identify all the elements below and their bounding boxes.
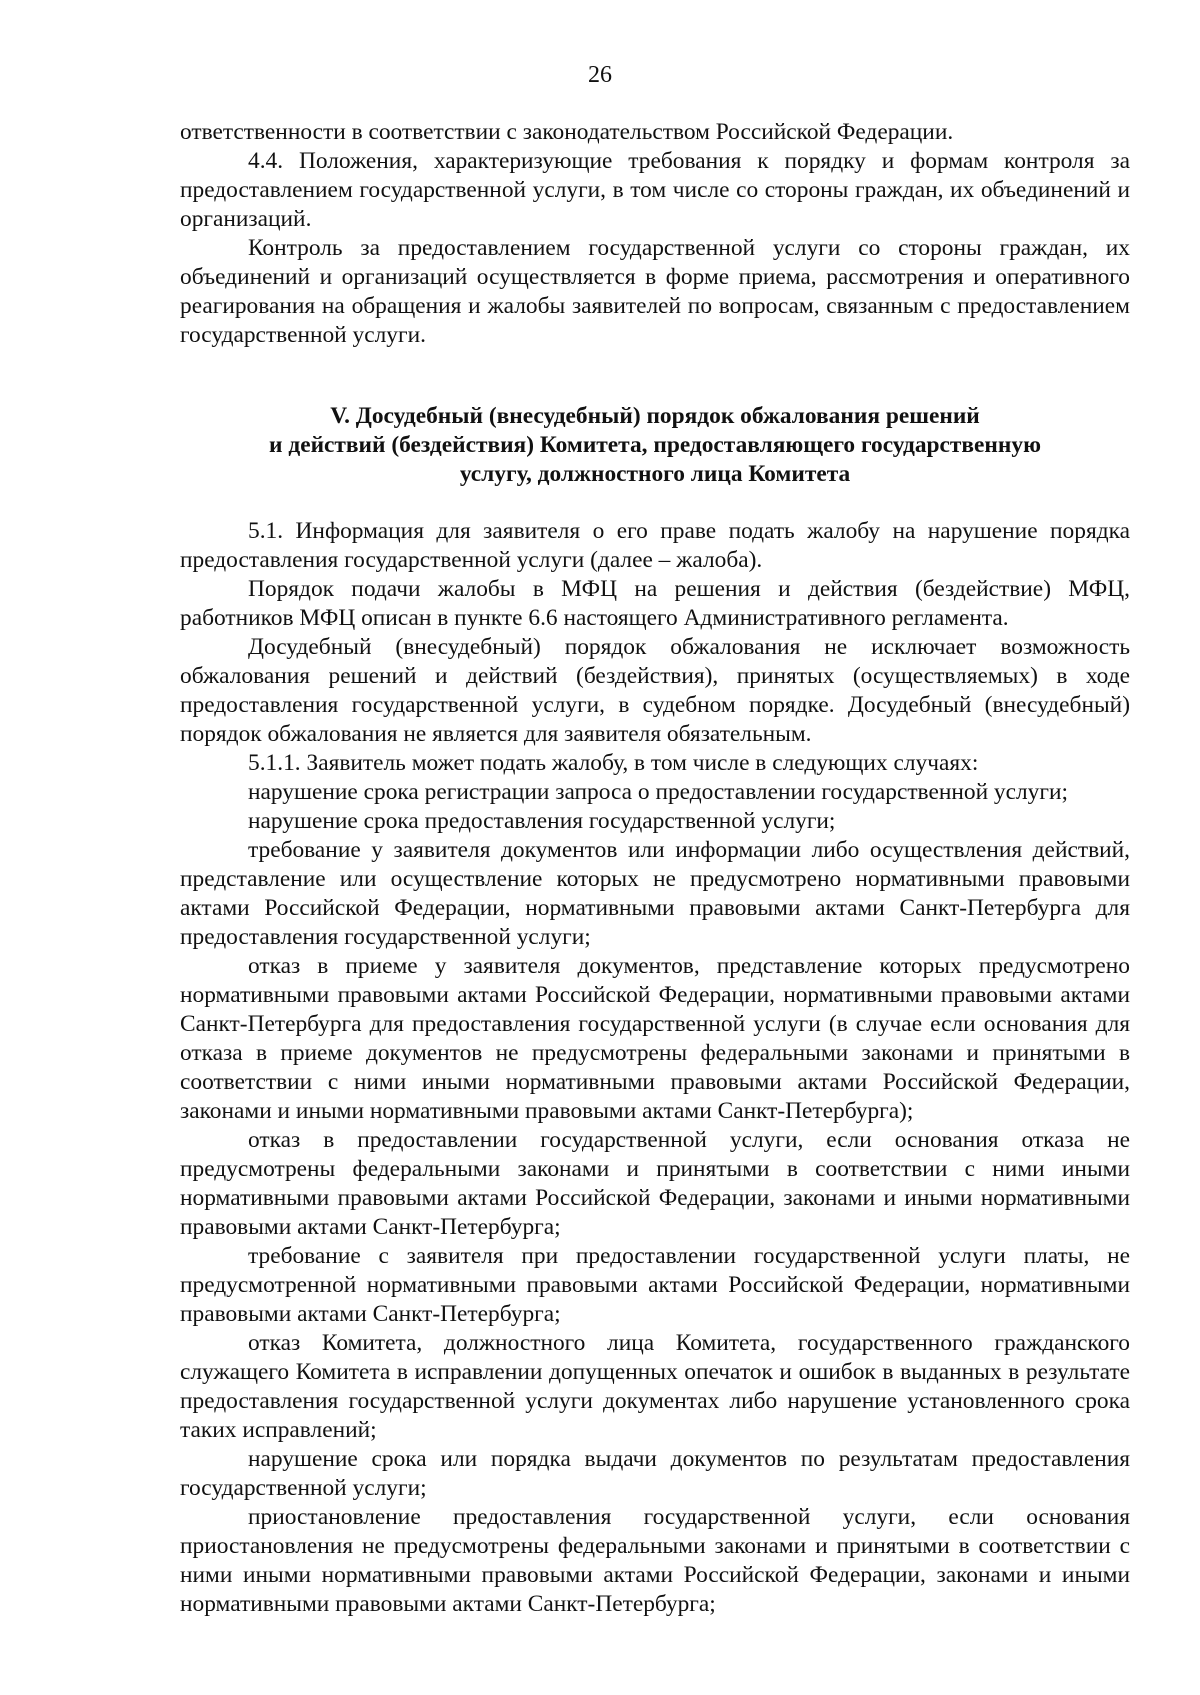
paragraph-5-1: 5.1. Информация для заявителя о его праве подать жалобу на нарушение порядка предоставления государственной услуги (далее – жалоба). [180, 518, 1130, 573]
section-heading [180, 402, 1130, 489]
list-item: нарушение срока регистрации запроса о предоставлении государственной услуги; [248, 779, 1068, 805]
paragraph-mfc-complaint: Порядок подачи жалобы в МФЦ на решения и действия (бездействие) МФЦ, работников МФЦ описан в пункте 6.6 настоящего Административного регламента. [180, 576, 1130, 631]
paragraph-continuation: ответственности в соответствии с законодательством Российской Федерации. [180, 119, 954, 145]
list-item: приостановление предоставления государственной услуги, если основания приостановления не предусмотрены федеральными законами и принятыми в соответствии с ними иными нормативными правовыми актами Российской Федерации, законами и иными нормативными правовыми актами Санкт-Петербурга; [180, 1504, 1130, 1617]
list-item: отказ в предоставлении государственной услуги, если основания отказа не предусмотрены федеральными законами и принятыми в соответствии с ними иными нормативными правовыми актами Российской Федерации, законами и иными нормативными правовыми актами Санкт-Петербурга; [180, 1127, 1130, 1240]
section-heading-line: и действий (бездействия) Комитета, предоставляющего государственную [269, 432, 1041, 458]
list-item: нарушение срока предоставления государственной услуги; [248, 808, 836, 834]
section-heading-line: услугу, должностного лица Комитета [459, 461, 851, 487]
list-item: требование с заявителя при предоставлении государственной услуги платы, не предусмотренной нормативными правовыми актами Российской Федерации, нормативными правовыми актами Санкт-Петербурга; [180, 1243, 1130, 1327]
document-body [180, 118, 1130, 1619]
list-item: требование у заявителя документов или информации либо осуществления действий, представление или осуществление которых не предусмотрено нормативными правовыми актами Российской Федерации, нормативными правовыми актами Санкт-Петербурга для предоставления государственной услуги; [180, 837, 1130, 950]
page-number: 26 [588, 62, 612, 88]
paragraph-5-1-1: 5.1.1. Заявитель может подать жалобу, в том числе в следующих случаях: [248, 750, 979, 776]
list-item: отказ в приеме у заявителя документов, представление которых предусмотрено нормативными правовыми актами Российской Федерации, нормативными правовыми актами Санкт-Петербурга для предоставления государственной услуги (в случае если основания для отказа в приеме документов не предусмотрены федеральными законами и принятыми в соответствии с ними иными нормативными правовыми актами Российской Федерации, законами и иными нормативными правовыми актами Санкт-Петербурга); [180, 953, 1130, 1124]
list-item: нарушение срока или порядка выдачи документов по результатам предоставления государственной услуги; [180, 1446, 1130, 1501]
section-heading-line: V. Досудебный (внесудебный) порядок обжалования решений [330, 403, 980, 429]
paragraph-control: Контроль за предоставлением государственной услуги со стороны граждан, их объединений и организаций осуществляется в форме приема, рассмотрения и оперативного реагирования на обращения и жалобы заявителей по вопросам, связанным с предоставлением государственной услуги. [180, 235, 1130, 348]
paragraph-4-4: 4.4. Положения, характеризующие требования к порядку и формам контроля за предоставлением государственной услуги, в том числе со стороны граждан, их объединений и организаций. [180, 148, 1130, 232]
list-item: отказ Комитета, должностного лица Комитета, государственного гражданского служащего Комитета в исправлении допущенных опечаток и ошибок в выданных в результате предоставления государственной услуги документах либо нарушение установленного срока таких исправлений; [180, 1330, 1130, 1443]
paragraph-pretrial-order: Досудебный (внесудебный) порядок обжалования не исключает возможность обжалования решений и действий (бездействия), принятых (осуществляемых) в ходе предоставления государственной услуги, в судебном порядке. Досудебный (внесудебный) порядок обжалования не является для заявителя обязательным. [180, 634, 1130, 747]
